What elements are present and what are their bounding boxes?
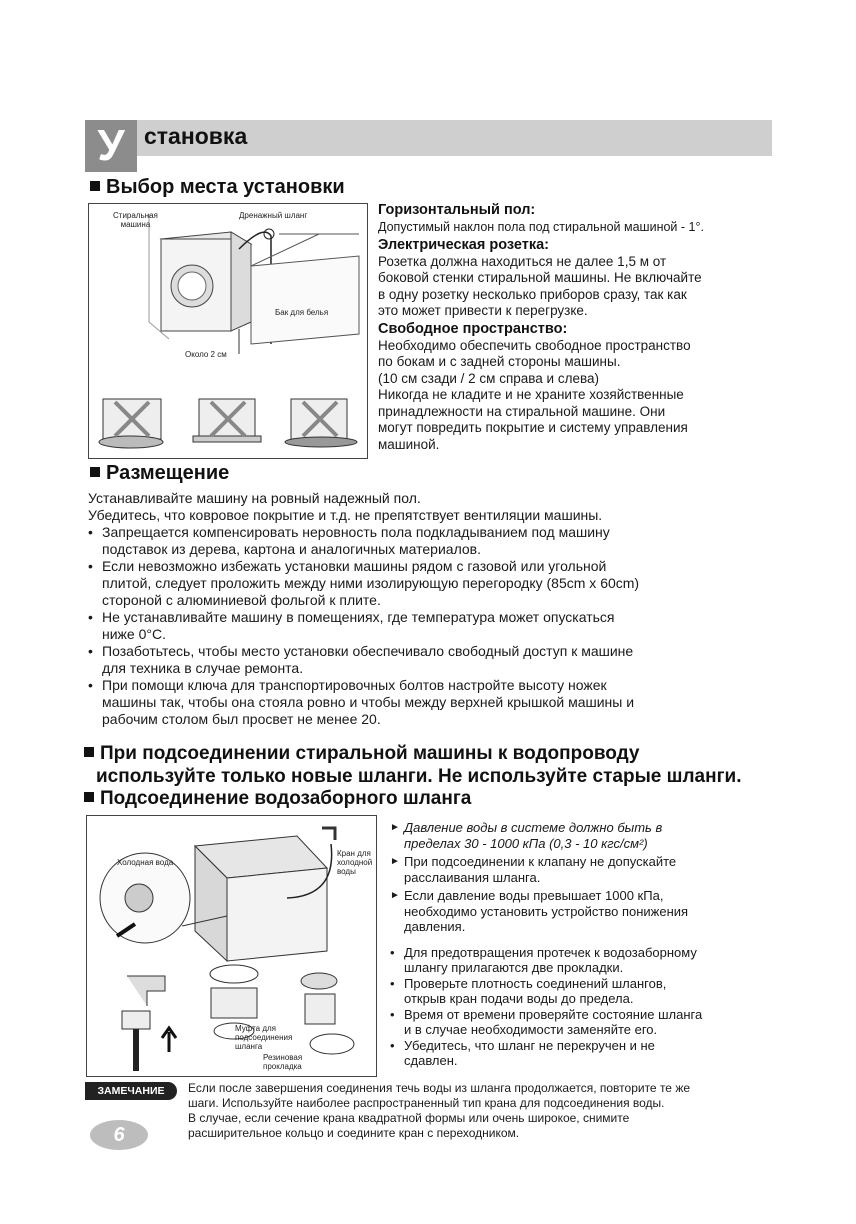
inlet-hose-notes bbox=[390, 820, 702, 1069]
bullet-dot-icon: • bbox=[88, 558, 93, 574]
inspect-hose-item: • Время от времени проверяйте состояние шланга и в случае необходимости заменяйте его. bbox=[390, 1006, 703, 1037]
bullet-dot-icon: • bbox=[88, 677, 93, 693]
no-kink-item: • Убедитесь, что шланг не перекручен и не сдавлен. bbox=[390, 1037, 655, 1068]
placement-bullet: • Не устанавливайте машину в помещениях, где температура может опускаться ниже 0°С. bbox=[88, 609, 615, 642]
arrow-right-icon: ► bbox=[390, 890, 400, 901]
bullet-dot-icon: • bbox=[390, 944, 395, 960]
space-text-line: по бокам и с задней стороны машины. bbox=[378, 354, 621, 369]
bullet-dot-icon: • bbox=[390, 1037, 395, 1053]
inlet-hose-illustration bbox=[86, 815, 377, 1077]
bullet-dot-icon: • bbox=[390, 975, 395, 991]
pressure-reducer-item: ► Если давление воды превышает 1000 кПа, необходимо установить устройство понижения давления. bbox=[390, 888, 689, 934]
wrong-placement-figure-1 bbox=[99, 399, 163, 448]
bullet-dot-icon: • bbox=[390, 1006, 395, 1022]
inlet-hose-drawing bbox=[87, 816, 376, 1076]
washer-placement-drawing bbox=[89, 204, 367, 458]
bullet-square-icon bbox=[90, 181, 100, 191]
wrong-placement-figure-2 bbox=[193, 399, 261, 442]
check-connections-item: • Проверьте плотность соединений шлангов, открыв кран подачи воды до предела. bbox=[390, 975, 667, 1006]
bullet-square-icon bbox=[84, 792, 94, 802]
outlet-title: Электрическая розетка: bbox=[378, 236, 549, 253]
outlet-text-line: Розетка должна находиться не далее 1,5 м от bbox=[378, 253, 667, 269]
outlet-text-line: в одну розетку несколько приборов сразу, так как bbox=[378, 286, 687, 302]
bullet-square-icon bbox=[90, 467, 100, 477]
label-cold-tap: Кран для холодной воды bbox=[337, 849, 373, 876]
pressure-item: ► Давление воды в системе должно быть в пределах 30 - 1000 кПа (0,3 - 10 кгс/см²) bbox=[390, 820, 663, 851]
note-line: Если после завершения соединения течь воды из шланга продолжается, повторите те же bbox=[188, 1081, 691, 1095]
bullet-dot-icon: • bbox=[88, 524, 93, 540]
note-text bbox=[188, 1081, 690, 1141]
space-text-line: (10 см сзади / 2 см справа и слева) bbox=[378, 370, 600, 386]
floor-text: Допустимый наклон пола под стиральной машиной - 1°. bbox=[378, 220, 704, 234]
bullet-square-icon bbox=[84, 747, 94, 757]
space-title: Свободное пространство: bbox=[378, 320, 568, 337]
label-tub: Бак для белья bbox=[275, 308, 329, 317]
wrong-placement-figure-3 bbox=[285, 399, 357, 447]
placement-bullet: • Позаботьтесь, чтобы место установки обеспечивало свободный доступ к машине для техника в случае ремонта. bbox=[88, 643, 634, 676]
arrow-right-icon: ► bbox=[390, 856, 400, 867]
section-heading-inlet-hose: Подсоединение водозаборного шланга bbox=[84, 788, 471, 810]
space-text-line: могут повредить покрытие и систему управления bbox=[378, 420, 688, 435]
placement-intro-line: Устанавливайте машину на ровный надежный пол. bbox=[88, 490, 421, 506]
page-title: становка bbox=[144, 123, 248, 149]
label-washer: Стиральная машина bbox=[113, 211, 158, 229]
valve-item: ► При подсоединении к клапану не допускайте расслаивания шланга. bbox=[390, 854, 677, 885]
floor-title: Горизонтальный пол: bbox=[378, 202, 536, 218]
section-heading-location bbox=[90, 176, 345, 199]
bullet-dot-icon: • bbox=[88, 643, 93, 659]
space-text-line: Никогда не кладите и не храните хозяйственные bbox=[378, 387, 684, 402]
section-heading-new-hoses: При подсоединении стиральной машины к водопроводу используйте только новые шланги. Не используйте старые шланги. bbox=[84, 742, 741, 788]
outlet-text-line: боковой стенки стиральной машины. Не включайте bbox=[378, 270, 702, 285]
label-coupling: Муфта для подсоединения шланга bbox=[235, 1024, 293, 1051]
note-line: расширительное кольцо и соедините кран с переходником. bbox=[188, 1126, 520, 1140]
placement-bullet: • При помощи ключа для транспортировочных болтов настройте высоту ножек машины так, чтобы она стояла ровно и чтобы между верхней крышкой машины и рабочим столом был просвет не менее 20. bbox=[88, 677, 635, 727]
gasket-item: • Для предотвращения протечек к водозаборному шлангу прилагаются две прокладки. bbox=[390, 944, 697, 975]
bullet-dot-icon: • bbox=[88, 609, 93, 625]
note-badge: ЗАМЕЧАНИЕ bbox=[85, 1082, 177, 1100]
arrow-right-icon: ► bbox=[390, 822, 400, 833]
label-drain-hose: Дренажный шланг bbox=[239, 211, 308, 220]
placement-bullet: • Запрещается компенсировать неровность пола подкладыванием под машину подставок из дерева, картона и аналогичных материалов. bbox=[88, 524, 610, 557]
space-text-line: Необходимо обеспечить свободное пространство bbox=[378, 337, 691, 353]
label-gasket: Резиновая прокладка bbox=[263, 1053, 303, 1071]
section-heading-text: Размещение bbox=[106, 462, 230, 484]
section-heading-text: Выбор места установки bbox=[106, 176, 345, 198]
placement-intro-line: Убедитесь, что ковровое покрытие и т.д. не препятствует вентиляции машины. bbox=[88, 507, 603, 523]
outlet-text-line: это может привести к перегрузке. bbox=[378, 303, 588, 318]
space-text-line: машиной. bbox=[378, 436, 440, 452]
section-heading-placement bbox=[90, 462, 229, 485]
location-requirements bbox=[378, 202, 704, 453]
placement-bullet: • Если невозможно избежать установки машины рядом с газовой или угольной плитой, следует проложить между ними изолирующую перегородку (85cm x 60cm) стороной с алюминиевой фольгой к плите. bbox=[88, 558, 640, 608]
note-line: шаги. Используйте наиболее распространенный тип крана для подсоединения воды. bbox=[188, 1096, 665, 1110]
space-text-line: принадлежности на стиральной машине. Они bbox=[378, 403, 666, 419]
header-initial-letter: У bbox=[85, 120, 137, 172]
label-gap: Около 2 см bbox=[185, 350, 227, 359]
note-line: В случае, если сечение крана квадратной формы или очень широкое, снимите bbox=[188, 1111, 630, 1125]
placement-illustration bbox=[88, 203, 368, 459]
placement-body bbox=[88, 490, 639, 728]
page-number: 6 bbox=[90, 1120, 148, 1150]
label-cold-water: Холодная вода bbox=[117, 858, 174, 867]
